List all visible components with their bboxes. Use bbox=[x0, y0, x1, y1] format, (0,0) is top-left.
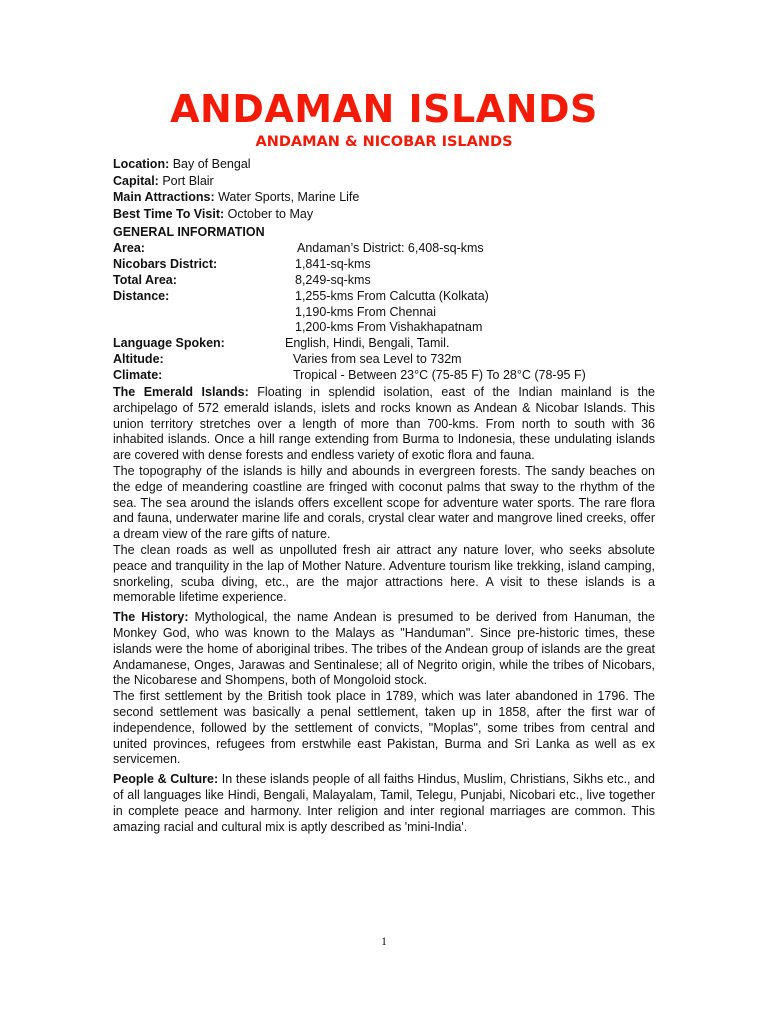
info-distance-value-2: 1,190-kms From Chennai bbox=[295, 304, 437, 319]
emerald-text-1: Floating in splendid isolation, east of the Indian mainland is the archipelago of 572 emerald islands, islets and rocks known as Andean & Nicobar Islands. This union territory stretches over a length of more than 700-kms. From north to south with 36 inhabited islands. Once a hill range extending from Burma to Indonesia, these undulating islands are covered with dense forests and endless variety of exotic flora and fauna. bbox=[113, 385, 656, 463]
info-altitude-value: Varies from sea Level to 732m bbox=[293, 351, 462, 366]
people-text-1: In these islands people of all faiths Hindus, Muslim, Christians, Sikhs etc., and of all languages like Hindi, Bengali, Malayalam, Tamil, Telegu, Punjabi, Nicobari etc., live together in complete peace and harmony. Inter religion and inter regional marriages are common. This amazing racial and cultural mix is aptly described as 'mini-India'. bbox=[113, 772, 655, 834]
info-language bbox=[113, 335, 673, 351]
people-heading: People & Culture: bbox=[113, 772, 219, 787]
page-number: 1 bbox=[381, 934, 387, 948]
fact-capital bbox=[113, 173, 673, 190]
fact-best-time-label: Best Time To Visit: bbox=[113, 206, 225, 221]
fact-attractions bbox=[113, 189, 673, 206]
page-title: ANDAMAN ISLANDS bbox=[170, 87, 598, 131]
fact-location-label: Location: bbox=[113, 157, 170, 171]
fact-attractions-label: Main Attractions: bbox=[113, 190, 215, 204]
info-total-area-value: 8,249-sq-kms bbox=[295, 273, 371, 287]
info-nicobars-value: 1,841-sq-kms bbox=[295, 257, 371, 271]
info-total-area-label: Total Area: bbox=[113, 273, 177, 287]
people-paragraph-1 bbox=[113, 772, 655, 835]
info-nicobars-label: Nicobars District: bbox=[113, 257, 218, 271]
quick-facts bbox=[113, 156, 673, 222]
info-climate bbox=[113, 367, 673, 383]
info-distance-label: Distance: bbox=[113, 289, 170, 303]
info-language-value: English, Hindi, Bengali, Tamil. bbox=[285, 335, 450, 350]
fact-location-value: Bay of Bengal bbox=[169, 157, 251, 171]
info-nicobars bbox=[113, 256, 673, 272]
info-distance-2 bbox=[113, 304, 673, 320]
fact-capital-value: Port Blair bbox=[158, 173, 214, 188]
emerald-paragraph-2: The topography of the islands is hilly and abounds in evergreen forests. The sandy beaches on the edge of meandering coastline are fringed with coconut palms that sway to the rhythm of the sea. The sea around the islands offers excellent scope for adventure water sports. The rare flora and fauna, underwater marine life and corals, crystal clear water and mangrove lined creeks, offer a dream view of the rare gifts of nature. bbox=[113, 463, 655, 542]
info-distance-value-3: 1,200-kms From Vishakhapatnam bbox=[295, 320, 483, 334]
emerald-paragraph-3: The clean roads as well as unpolluted fresh air attract any nature lover, who seeks absolute peace and tranquility in the lap of Mother Nature. Adventure tourism like trekking, island camping, snorkeling, scuba diving, etc., are the major attractions here. A visit to these islands is a memorable lifetime experience. bbox=[113, 542, 655, 605]
fact-location bbox=[113, 156, 673, 173]
fact-attractions-value: Water Sports, Marine Life bbox=[214, 190, 360, 204]
emerald-heading: The Emerald Islands: bbox=[113, 385, 249, 399]
info-distance bbox=[113, 288, 673, 304]
general-information bbox=[113, 224, 673, 383]
info-climate-value: Tropical - Between 23°C (75-85 F) To 28°C (78-95 F) bbox=[293, 367, 586, 382]
info-area-label: Area: bbox=[113, 241, 145, 255]
info-climate-label: Climate: bbox=[113, 367, 163, 382]
info-area bbox=[113, 240, 673, 256]
info-distance-3 bbox=[113, 319, 673, 335]
info-area-value: Andaman’s District: 6,408-sq-kms bbox=[297, 241, 484, 255]
info-total-area bbox=[113, 272, 673, 288]
info-altitude-label: Altitude: bbox=[113, 351, 164, 366]
page-subtitle: ANDAMAN & NICOBAR ISLANDS bbox=[255, 134, 513, 150]
history-heading: The History: bbox=[113, 610, 189, 625]
fact-best-time bbox=[113, 206, 673, 223]
history-text-1: Mythological, the name Andean is presumed to be derived from Hanuman, the Monkey God, who was known to the Malays as "Handuman". Since pre-historic times, these islands were the home of aboriginal tribes. The tribes of the Andean group of islands are the great Andamanese, Onges, Jarawas and Sentinalese; all of Negrito origin, while the tribes of Nicobars, the Nicobarese and Shompens, both of Mongoloid stock. bbox=[113, 610, 655, 688]
fact-best-time-value: October to May bbox=[224, 206, 314, 221]
article-body bbox=[113, 385, 655, 835]
info-distance-value-1: 1,255-kms From Calcutta (Kolkata) bbox=[295, 289, 489, 303]
emerald-paragraph-1 bbox=[113, 385, 655, 464]
general-information-heading: GENERAL INFORMATION bbox=[113, 225, 265, 239]
fact-capital-label: Capital: bbox=[113, 173, 159, 188]
info-altitude bbox=[113, 351, 673, 367]
history-paragraph-1 bbox=[113, 610, 655, 689]
info-language-label: Language Spoken: bbox=[113, 335, 225, 350]
history-paragraph-2: The first settlement by the British took place in 1789, which was later abandoned in 1796. The second settlement was basically a penal settlement, taken up in 1858, after the first war of independence, followed by the settlement of convicts, "Moplas", some tribes from central and united provinces, refugees from erstwhile east Pakistan, Burma and Sri Lanka as well as ex servicemen. bbox=[113, 689, 655, 767]
